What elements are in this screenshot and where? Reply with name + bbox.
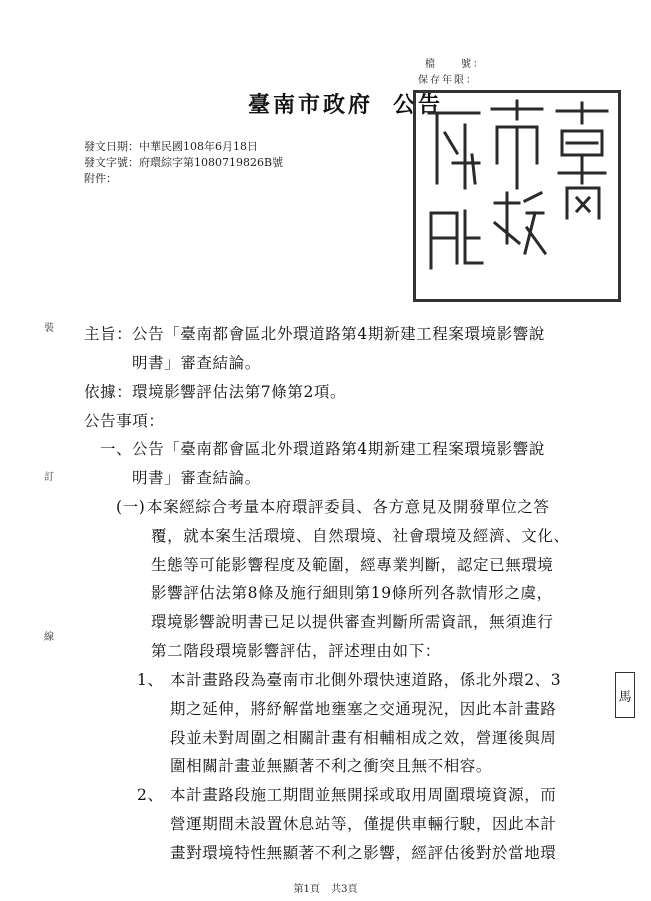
notice-heading: 公告事項： [84, 412, 165, 430]
document-number: 發文字號：府環綜字第1080719826B號 [84, 156, 284, 169]
sub-item-1-line-6: 第二階段環境影響評估，評述理由如下： [151, 642, 441, 660]
point-1-line-3: 段並未對周圍之相關計畫有相輔相成之效，營運後與周 [170, 729, 557, 747]
basis-label: 依據： [84, 383, 133, 401]
official-seal [413, 90, 621, 302]
sub-item-1-line-3: 生態等可能影響程度及範圍，經專業判斷，認定已無環境 [151, 556, 554, 574]
basis-text: 環境影響評估法第7條第2項。 [132, 383, 347, 401]
retention-period-label: 保存年限： [418, 75, 478, 86]
point-1-line-1: 本計畫路段為臺南市北側外環快速道路，係北外環2、3 [170, 671, 562, 689]
seal-calligraphy-icon [416, 93, 618, 299]
sub-item-1-marker: (一) [116, 498, 146, 516]
page-total: 共3頁 [331, 884, 358, 895]
archive-number-label: 檔 號： [425, 59, 485, 70]
sub-item-1-line-2: 覆，就本案生活環境、自然環境、社會環境及經濟、文化、 [151, 527, 570, 545]
sub-item-1-line-1: 本案經綜合考量本府環評委員、各方意見及開發單位之答 [147, 498, 550, 516]
title-organization: 臺南市政府 [248, 92, 374, 118]
binding-mark-xian: 線 [44, 632, 54, 643]
point-2-line-2: 營運期間未設置休息站等，僅提供車輛行駛，因此本計 [170, 815, 557, 833]
binding-mark-zhuang: 裝 [44, 323, 54, 334]
side-signature-stamp: 馬 [615, 672, 635, 718]
subject-line-1: 公告「臺南都會區北外環道路第4期新建工程案環境影響說 [132, 325, 545, 343]
subject-line-2: 明書」審查結論。 [132, 354, 261, 372]
page-footer [0, 880, 651, 895]
point-1-line-2: 期之延伸，將紓解當地壅塞之交通現況，因此本計畫路 [170, 700, 557, 718]
sub-item-1-line-5: 環境影響說明書已足以提供審查判斷所需資訊，無須進行 [151, 613, 554, 631]
subject-label: 主旨： [84, 325, 133, 343]
point-2-marker: 2、 [137, 786, 164, 804]
sub-item-1-line-4: 影響評估法第8條及施行細則第19條所列各款情形之虞， [151, 584, 553, 602]
item-1-line-2: 明書」審查結論。 [132, 469, 261, 487]
item-1-marker: 一、 [100, 440, 133, 458]
page-number: 第1頁 [293, 884, 320, 895]
item-1-line-1: 公告「臺南都會區北外環道路第4期新建工程案環境影響說 [132, 440, 545, 458]
issue-date: 發文日期：中華民國108年6月18日 [84, 140, 258, 153]
point-2-line-1: 本計畫路段施工期間並無開採或取用周圍環境資源，而 [170, 786, 557, 804]
title-type: 公告 [393, 92, 444, 118]
point-1-line-4: 圍相關計畫並無顯著不利之衝突且無不相容。 [170, 757, 493, 775]
point-2-line-3: 畫對環境特性無顯著不利之影響，經評估後對於當地環 [170, 844, 557, 862]
attachment-label: 附件： [84, 172, 117, 185]
binding-mark-ding: 訂 [44, 472, 54, 483]
point-1-marker: 1、 [137, 671, 164, 689]
